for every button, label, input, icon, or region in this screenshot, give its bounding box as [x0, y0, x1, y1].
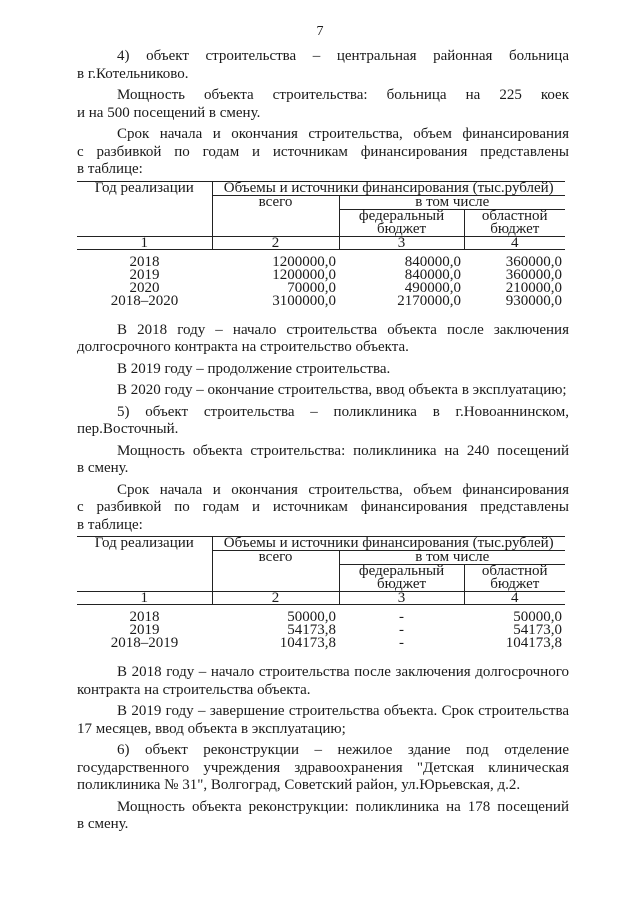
col-number-2: 2 [212, 592, 339, 605]
cell-regional: 360000,0 [505, 253, 562, 270]
cell-federal: - [399, 635, 404, 651]
cell-federal: 490000,0 [404, 279, 461, 296]
cell-federal: - [399, 609, 404, 625]
header-regional: областной бюджет [464, 565, 565, 592]
cell-year: 2018–2019 [110, 635, 179, 651]
header-total: всего [212, 195, 339, 236]
cell-year: 2019 [129, 266, 160, 283]
header-including: в том числе [339, 195, 565, 209]
section4-note-2020: В 2020 году – окончание строительства, ввод объекта в эксплуатацию; [117, 382, 567, 398]
section4-capacity-line1: Мощность объекта строительства: больница на 225 коек [117, 87, 569, 103]
cell-total: 1200000,0 [272, 266, 336, 283]
financing-table-1 [77, 181, 565, 308]
header-regional: областной бюджет [464, 209, 565, 236]
section5-note-2018-line1: В 2018 году – начало строительства после заключения долгосрочного [117, 664, 569, 680]
col-number-2: 2 [212, 236, 339, 249]
cell-regional: 210000,0 [505, 279, 562, 296]
cell-federal: 840000,0 [404, 253, 461, 270]
col-number-3: 3 [339, 592, 464, 605]
section4-capacity-line2: и на 500 посещений в смену. [77, 104, 261, 121]
section4-title-line2: в г.Котельниково. [77, 65, 189, 82]
col-number-1: 1 [77, 592, 212, 605]
section5-title-line2: пер.Восточный. [77, 421, 179, 437]
section5-note-2018-line2: контракта на строительства объекта. [77, 681, 311, 698]
section5-capacity-line2: в смену. [77, 460, 129, 476]
section5-note-2019-line2: 17 месяцев, ввод объекта в эксплуатацию; [77, 720, 346, 737]
cell-total: 54173,8 [287, 622, 336, 638]
section4-note-2019: В 2019 году – продолжение строительства. [117, 360, 391, 377]
cell-year: 2018 [129, 253, 160, 270]
section5-intro-line3: в таблице: [77, 516, 143, 533]
financing-table-2 [77, 536, 565, 650]
col-number-1: 1 [77, 236, 212, 249]
header-volumes: Объемы и источники финансирования (тыс.рублей) [212, 181, 565, 195]
header-year: Год реализации [77, 181, 212, 236]
cell-federal: 2170000,0 [397, 292, 461, 309]
cell-total: 50000,0 [287, 609, 336, 625]
header-federal: федеральный бюджет [339, 209, 464, 236]
cell-year: 2018–2020 [110, 292, 179, 309]
section4-intro-line2: с разбивкой по годам и источникам финансирования представлены [77, 143, 569, 160]
cell-regional: 360000,0 [505, 266, 562, 283]
page-number: 7 [316, 24, 324, 39]
col-number-4: 4 [464, 592, 565, 605]
cell-federal: 840000,0 [404, 266, 461, 283]
cell-federal: - [399, 622, 404, 638]
section5-intro-line2: с разбивкой по годам и источникам финансирования представлены [77, 499, 569, 515]
cell-regional: 930000,0 [505, 292, 562, 309]
cell-total: 1200000,0 [272, 253, 336, 270]
cell-regional: 54173,0 [513, 622, 562, 638]
section4-title-line1: 4) объект строительства – центральная районная больница [117, 48, 569, 64]
section4-intro-line3: в таблице: [77, 161, 143, 177]
section6-capacity-line2: в смену. [77, 816, 129, 832]
section5-capacity-line1: Мощность объекта строительства: поликлиника на 240 посещений [117, 442, 569, 459]
header-total: всего [212, 551, 339, 592]
section4-intro-line1: Срок начала и окончания строительства, объем финансирования [117, 126, 569, 142]
header-volumes: Объемы и источники финансирования (тыс.рублей) [212, 537, 565, 551]
section6-capacity-line1: Мощность объекта реконструкции: поликлиника на 178 посещений [117, 798, 569, 815]
cell-regional: 104173,8 [505, 635, 562, 651]
document-body [77, 48, 569, 834]
cell-regional: 50000,0 [513, 609, 562, 625]
cell-total: 70000,0 [287, 279, 336, 296]
cell-year: 2020 [129, 279, 160, 296]
section6-title-line2: государственного учреждения здравоохранения "Детская клиническая [77, 759, 569, 776]
col-number-3: 3 [339, 236, 464, 249]
section5-note-2019-line1: В 2019 году – завершение строительства объекта. Срок строительства [117, 703, 569, 719]
cell-total: 3100000,0 [272, 292, 336, 309]
section4-note-2018-line1: В 2018 году – начало строительства объекта после заключения [117, 321, 569, 338]
cell-year: 2018 [129, 609, 160, 625]
section4-note-2018-line2: долгосрочного контракта на строительство объекта. [77, 339, 409, 355]
header-federal: федеральный бюджет [339, 565, 464, 592]
table-row-total [77, 637, 565, 650]
section6-title-line3: поликлиника № 31", Волгоград, Советский район, ул.Юрьевская, д.2. [77, 777, 521, 793]
table-row-total [77, 295, 565, 308]
header-year: Год реализации [77, 537, 212, 592]
cell-total: 104173,8 [279, 635, 336, 651]
col-number-4: 4 [464, 236, 565, 249]
section5-intro-line1: Срок начала и окончания строительства, объем финансирования [117, 481, 569, 498]
header-including: в том числе [339, 551, 565, 565]
section6-title-line1: 6) объект реконструкции – нежилое здание под отделение [117, 742, 569, 758]
section5-title-line1: 5) объект строительства – поликлиника в г.Новоаннинском, [117, 403, 569, 420]
cell-year: 2019 [129, 622, 160, 638]
